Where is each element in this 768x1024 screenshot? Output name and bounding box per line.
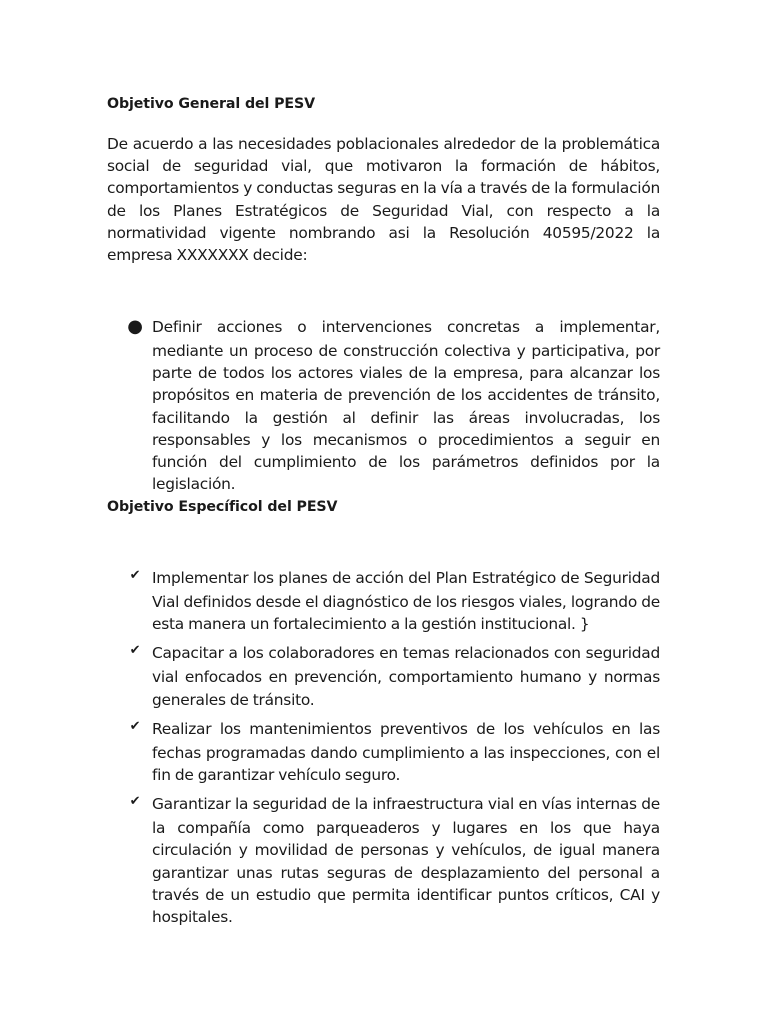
specific-objective-list [126, 565, 660, 933]
list-item [126, 791, 660, 928]
list-item-text: Realizar los mantenimientos preventivos de los vehículos en las fechas programadas dando cumplimiento a las inspecciones, con el fin de garantizar vehículo seguro. [152, 719, 660, 785]
list-item [126, 640, 660, 710]
checkmark-icon: ✔ [129, 794, 141, 810]
checkmark-icon: ✔ [129, 568, 141, 583]
list-item-text: Implementar los planes de acción del Plan Estratégico de Seguridad Vial definidos desde el diagnóstico de los riesgos viales, logrando de esta manera un fortalecimiento a la gestión institucional. } [152, 569, 660, 634]
list-item-text: Garantizar la seguridad de la infraestructura vial en vías internas de la compañía como parqueaderos y lugares en los que haya circulación y movilidad de personas y vehículos, de igual manera garantizar unas rutas seguras de desplazamiento del personal a través de un estudio que permita identificar puntos críticos, CAI y hospitales. [152, 795, 660, 927]
checkmark-icon: ✔ [129, 718, 141, 734]
specific-objective-heading: Objetivo Específicol del PESV [107, 499, 338, 515]
checkmark-icon: ✔ [129, 643, 141, 659]
list-item [126, 565, 660, 635]
list-item-text: Capacitar a los colaboradores en temas relacionados con seguridad vial enfocados en prevención, comportamiento humano y normas generales de tránsito. [152, 644, 660, 709]
list-item [126, 716, 660, 786]
list-item [126, 314, 660, 495]
general-objective-list [126, 314, 660, 495]
general-objective-intro: De acuerdo a las necesidades poblacionales alrededor de la problemática social de seguridad vial, que motivaron la formación de hábitos, comportamientos y conductas seguras en la vía a través de la formulación de los Planes Estratégicos de Seguridad Vial, con respecto a la normatividad vigente nombrando asi la Resolución 40595/2022 la empresa XXXXXXX decide: [107, 135, 660, 265]
list-item-text: Definir acciones o intervenciones concretas a implementar, mediante un proceso de construcción colectiva y participativa, por parte de todos los actores viales de la empresa, para alcanzar los propósitos en materia de prevención de los accidentes de tránsito, facilitando la gestión al definir las áreas involucradas, los responsables y los mecanismos o procedimientos a seguir en función del cumplimiento de los parámetros definidos por la legislación. [152, 318, 660, 494]
bullet-dot-icon: ● [127, 316, 143, 337]
general-objective-heading: Objetivo General del PESV [107, 96, 316, 112]
